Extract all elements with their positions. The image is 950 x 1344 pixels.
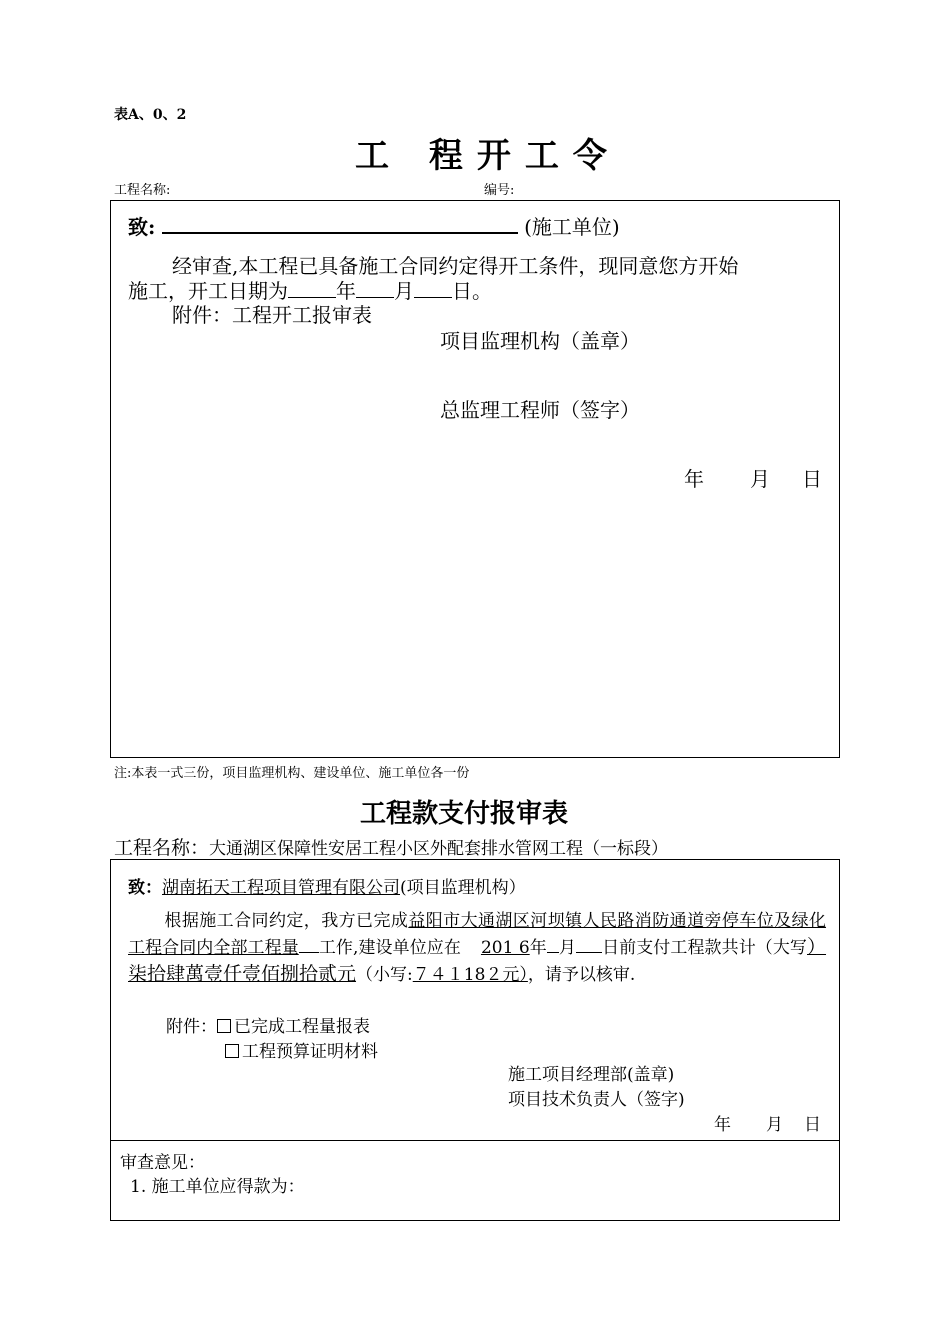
amount-capital: ）柒拾肆萬壹仟壹佰捌拾贰元 bbox=[128, 936, 827, 985]
start-day-field[interactable] bbox=[414, 277, 452, 298]
to-line bbox=[128, 212, 620, 241]
review-item-1: 1. 施工单位应得款为： bbox=[130, 1177, 305, 1197]
supervisor-company: 湖南拓天工程项目管理有限公司 bbox=[162, 878, 400, 898]
tech-lead: 项目技术负责人（签字) bbox=[508, 1090, 685, 1110]
checkbox-quantity-report[interactable] bbox=[217, 1019, 231, 1033]
attachment-line-2 bbox=[225, 1037, 378, 1062]
para-deadline-text: 工作,建设单位应在 bbox=[318, 938, 461, 958]
to-suffix: (施工单位) bbox=[524, 215, 620, 239]
review-label: 审查意见： bbox=[120, 1153, 205, 1173]
day-label: 日。 bbox=[452, 279, 492, 303]
para-amount-text: 日前支付工程款共计（大写 bbox=[602, 938, 807, 958]
attachment-1-label: 已完成工程量报表 bbox=[234, 1017, 370, 1037]
review-divider bbox=[110, 1140, 840, 1141]
project-name-label: 工程名称: bbox=[114, 183, 171, 198]
sign-date-day: 日 bbox=[802, 467, 822, 491]
form2-date-day: 日 bbox=[804, 1115, 821, 1135]
start-month-field[interactable] bbox=[356, 277, 394, 298]
contractor-field[interactable] bbox=[162, 212, 518, 234]
body-line1: 经审查,本工程已具备施工合同约定得开工条件，现同意您方开始 bbox=[172, 254, 739, 278]
to-label: 致: bbox=[128, 215, 156, 239]
form-code: 表A、0、2 bbox=[114, 107, 187, 123]
chief-engineer: 总监理工程师（签字） bbox=[440, 398, 640, 422]
form2-to-label: 致： bbox=[128, 878, 162, 898]
form1-title: 工 程开工令 bbox=[355, 136, 621, 176]
checkbox-budget-proof[interactable] bbox=[225, 1044, 239, 1058]
pay-year-label: 年 bbox=[529, 938, 547, 958]
form2-date-year: 年 bbox=[714, 1115, 731, 1135]
pm-dept: 施工项目经理部(盖章) bbox=[508, 1065, 675, 1085]
pay-month-label: 月 bbox=[558, 938, 576, 958]
number-label: 编号: bbox=[484, 183, 515, 198]
month-label: 月 bbox=[394, 279, 414, 303]
attachment-label: 附件： bbox=[166, 1017, 217, 1037]
attachment-line-1 bbox=[166, 1012, 370, 1037]
form2-project-line bbox=[114, 833, 668, 860]
payment-paragraph bbox=[128, 908, 826, 988]
form2-to-suffix: (项目监理机构） bbox=[400, 878, 526, 898]
form2-project-label: 工程名称： bbox=[114, 837, 210, 859]
attachment: 附件：工程开工报审表 bbox=[172, 303, 372, 327]
attachment-2-label: 工程预算证明材料 bbox=[242, 1042, 378, 1062]
year-label: 年 bbox=[336, 279, 356, 303]
form2-to-line bbox=[128, 873, 526, 898]
start-year-field[interactable] bbox=[288, 277, 336, 298]
sign-date-month: 月 bbox=[750, 467, 770, 491]
body-line2-prefix: 施工，开工日期为 bbox=[128, 279, 288, 303]
completed-work: 益阳市大通湖区河坝镇人民路消防通道旁停车位及绿化工程合同内全部工程量 bbox=[128, 911, 827, 958]
para-end: ，请予以核审. bbox=[527, 965, 636, 985]
form2-project-name: 大通湖区保障性安居工程小区外配套排水管网工程（一标段） bbox=[209, 839, 669, 859]
amount-small-label: （小写: bbox=[356, 965, 413, 985]
para-intro: 根据施工合同约定，我方已完成 bbox=[164, 911, 409, 931]
form2-date-month: 月 bbox=[766, 1115, 783, 1135]
form2-title: 工程款支付报审表 bbox=[360, 799, 569, 829]
amount-small: ７４１18２元） bbox=[412, 965, 528, 985]
sign-date-year: 年 bbox=[684, 467, 704, 491]
pay-year: 201 6 bbox=[480, 938, 530, 958]
copies-note: 注:本表一式三份，项目监理机构、建设单位、施工单位各一份 bbox=[114, 766, 470, 781]
supervisor-org: 项目监理机构（盖章） bbox=[440, 329, 640, 353]
